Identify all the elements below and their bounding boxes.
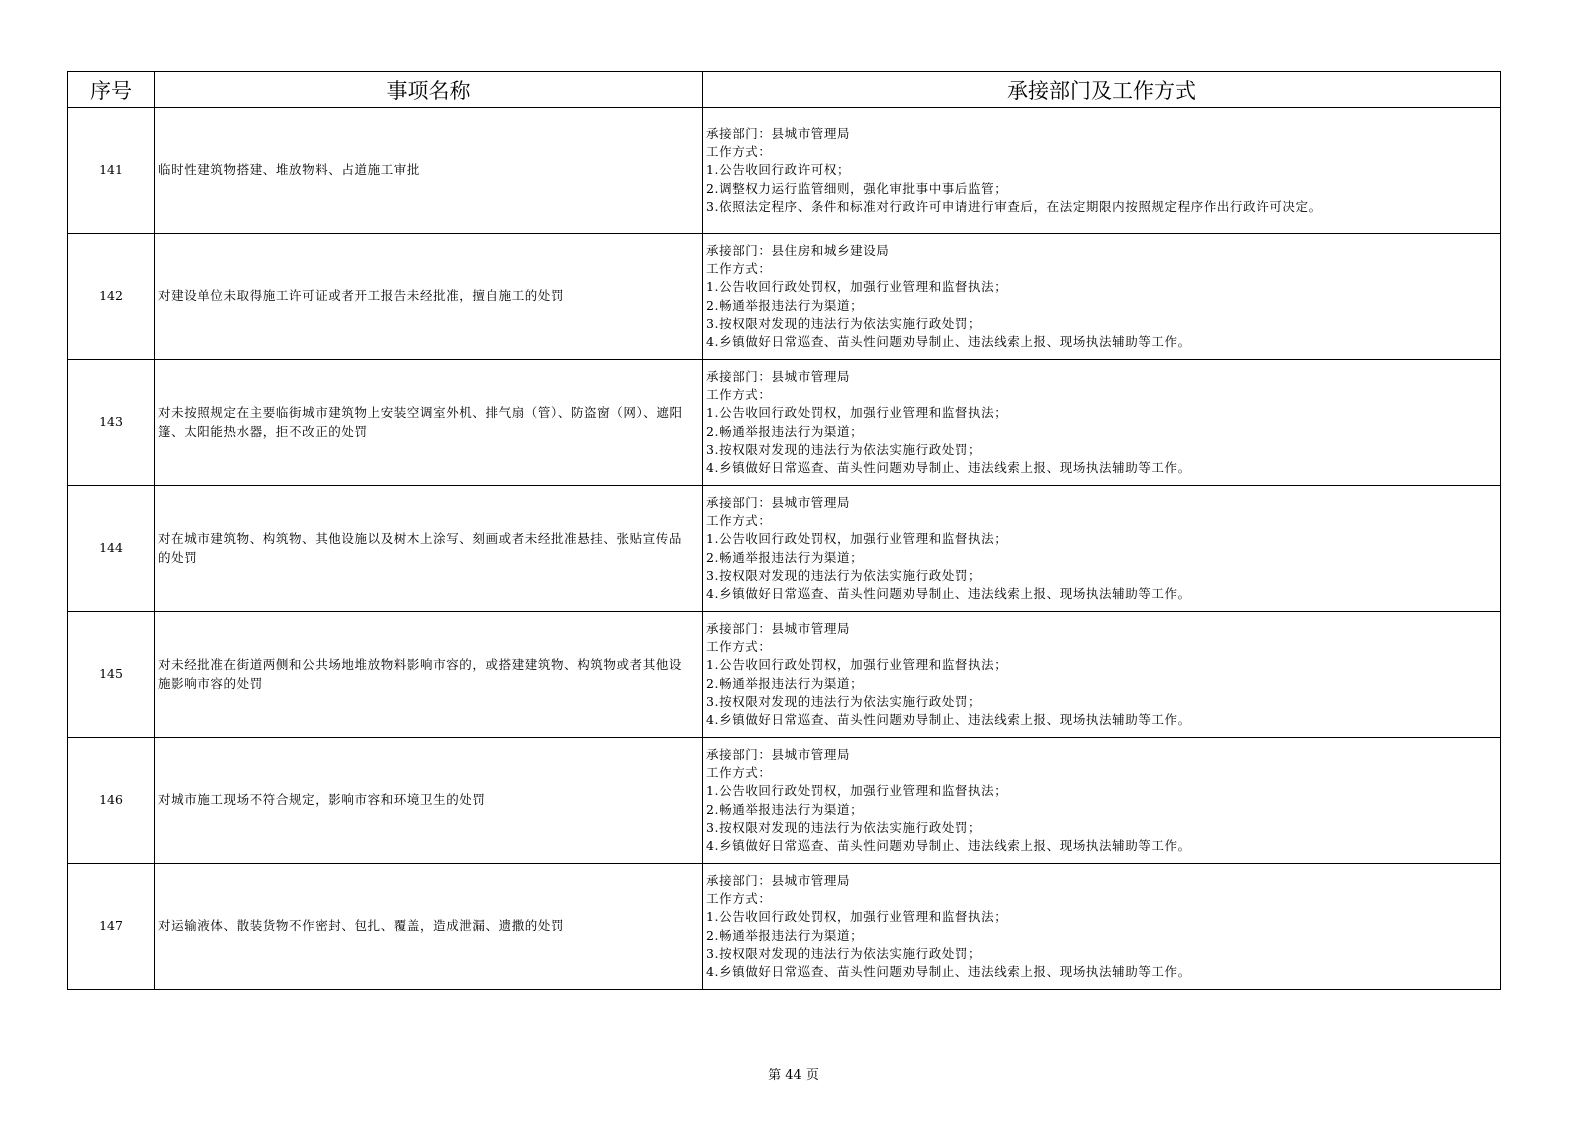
- department-method-line: 承接部门：县城市管理局: [706, 620, 851, 636]
- department-method-line: 4.乡镇做好日常巡查、苗头性问题劝导制止、违法线索上报、现场执法辅助等工作。: [706, 964, 1191, 980]
- row-item-name: 对在城市建筑物、构筑物、其他设施以及树木上涂写、刻画或者未经批准悬挂、张贴宣传品的处罚: [155, 486, 703, 612]
- department-method-line: 工作方式：: [706, 512, 772, 528]
- row-item-name: 对建设单位未取得施工许可证或者开工报告未经批准，擅自施工的处罚: [155, 234, 703, 360]
- department-method-line: 1.公告收回行政处罚权，加强行业管理和监督执法；: [706, 405, 1008, 421]
- department-method-line: 3.依照法定程序、条件和标准对行政许可申请进行审查后，在法定期限内按照规定程序作出行政许可决定。: [706, 198, 1322, 214]
- row-serial-number: 143: [68, 360, 155, 486]
- table-row: [68, 234, 1501, 360]
- table-header: [68, 72, 1501, 108]
- row-serial-number: 146: [68, 738, 155, 864]
- department-method-line: 2.畅通举报违法行为渠道；: [706, 549, 864, 565]
- department-method-line: 3.按权限对发现的违法行为依法实施行政处罚；: [706, 315, 982, 331]
- department-method-line: 1.公告收回行政处罚权，加强行业管理和监督执法；: [706, 531, 1008, 547]
- header-item-name: 事项名称: [155, 72, 703, 108]
- department-method-line: 工作方式：: [706, 260, 772, 276]
- department-method-line: 工作方式：: [706, 386, 772, 402]
- department-method-line: 承接部门：县城市管理局: [706, 746, 851, 762]
- department-method-line: 1.公告收回行政处罚权，加强行业管理和监督执法；: [706, 909, 1008, 925]
- department-method-line: 承接部门：县城市管理局: [706, 872, 851, 888]
- table-row: [68, 864, 1501, 990]
- department-method-line: 工作方式：: [706, 890, 772, 906]
- department-method-line: 2.畅通举报违法行为渠道；: [706, 423, 864, 439]
- row-department-method: [703, 234, 1501, 360]
- department-method-line: 承接部门：县城市管理局: [706, 125, 851, 141]
- department-method-line: 4.乡镇做好日常巡查、苗头性问题劝导制止、违法线索上报、现场执法辅助等工作。: [706, 712, 1191, 728]
- department-method-line: 2.畅通举报违法行为渠道；: [706, 927, 864, 943]
- row-item-name: 对未按照规定在主要临街城市建筑物上安装空调室外机、排气扇（管）、防盗窗（网）、遮阳篷、太阳能热水器，拒不改正的处罚: [155, 360, 703, 486]
- table-row: [68, 108, 1501, 234]
- items-table: [67, 71, 1501, 990]
- table-row: [68, 612, 1501, 738]
- department-method-line: 1.公告收回行政处罚权，加强行业管理和监督执法；: [706, 657, 1008, 673]
- department-method-line: 4.乡镇做好日常巡查、苗头性问题劝导制止、违法线索上报、现场执法辅助等工作。: [706, 460, 1191, 476]
- header-serial-number: 序号: [68, 72, 155, 108]
- department-method-line: 工作方式：: [706, 638, 772, 654]
- row-serial-number: 145: [68, 612, 155, 738]
- department-method-line: 3.按权限对发现的违法行为依法实施行政处罚；: [706, 819, 982, 835]
- department-method-line: 承接部门：县城市管理局: [706, 368, 851, 384]
- row-serial-number: 144: [68, 486, 155, 612]
- table-row: [68, 738, 1501, 864]
- department-method-line: 2.畅通举报违法行为渠道；: [706, 801, 864, 817]
- row-serial-number: 147: [68, 864, 155, 990]
- department-method-line: 4.乡镇做好日常巡查、苗头性问题劝导制止、违法线索上报、现场执法辅助等工作。: [706, 586, 1191, 602]
- table-row: [68, 360, 1501, 486]
- department-method-line: 工作方式：: [706, 144, 772, 160]
- department-method-line: 2.调整权力运行监管细则，强化审批事中事后监管；: [706, 180, 1008, 196]
- department-method-line: 3.按权限对发现的违法行为依法实施行政处罚；: [706, 441, 982, 457]
- department-method-line: 1.公告收回行政处罚权，加强行业管理和监督执法；: [706, 783, 1008, 799]
- department-method-line: 3.按权限对发现的违法行为依法实施行政处罚；: [706, 945, 982, 961]
- row-department-method: [703, 738, 1501, 864]
- header-row: [68, 72, 1501, 108]
- department-method-line: 承接部门：县住房和城乡建设局: [706, 242, 890, 258]
- row-serial-number: 141: [68, 108, 155, 234]
- department-method-line: 1.公告收回行政许可权；: [706, 162, 851, 178]
- department-method-line: 2.畅通举报违法行为渠道；: [706, 675, 864, 691]
- page-number: 第 44 页: [768, 1068, 819, 1083]
- department-method-line: 4.乡镇做好日常巡查、苗头性问题劝导制止、违法线索上报、现场执法辅助等工作。: [706, 334, 1191, 350]
- department-method-line: 4.乡镇做好日常巡查、苗头性问题劝导制止、违法线索上报、现场执法辅助等工作。: [706, 838, 1191, 854]
- header-department-method: 承接部门及工作方式: [703, 72, 1501, 108]
- row-department-method: [703, 612, 1501, 738]
- department-method-line: 工作方式：: [706, 764, 772, 780]
- row-department-method: [703, 108, 1501, 234]
- department-method-line: 承接部门：县城市管理局: [706, 494, 851, 510]
- row-department-method: [703, 864, 1501, 990]
- row-serial-number: 142: [68, 234, 155, 360]
- row-item-name: 临时性建筑物搭建、堆放物料、占道施工审批: [155, 108, 703, 234]
- department-method-line: 2.畅通举报违法行为渠道；: [706, 297, 864, 313]
- table-row: [68, 486, 1501, 612]
- row-department-method: [703, 360, 1501, 486]
- table-body: [68, 108, 1501, 990]
- department-method-line: 1.公告收回行政处罚权，加强行业管理和监督执法；: [706, 279, 1008, 295]
- department-method-line: 3.按权限对发现的违法行为依法实施行政处罚；: [706, 567, 982, 583]
- row-item-name: 对运输液体、散装货物不作密封、包扎、覆盖，造成泄漏、遗撒的处罚: [155, 864, 703, 990]
- department-method-line: 3.按权限对发现的违法行为依法实施行政处罚；: [706, 693, 982, 709]
- row-item-name: 对未经批准在街道两侧和公共场地堆放物料影响市容的，或搭建建筑物、构筑物或者其他设施影响市容的处罚: [155, 612, 703, 738]
- row-department-method: [703, 486, 1501, 612]
- row-item-name: 对城市施工现场不符合规定，影响市容和环境卫生的处罚: [155, 738, 703, 864]
